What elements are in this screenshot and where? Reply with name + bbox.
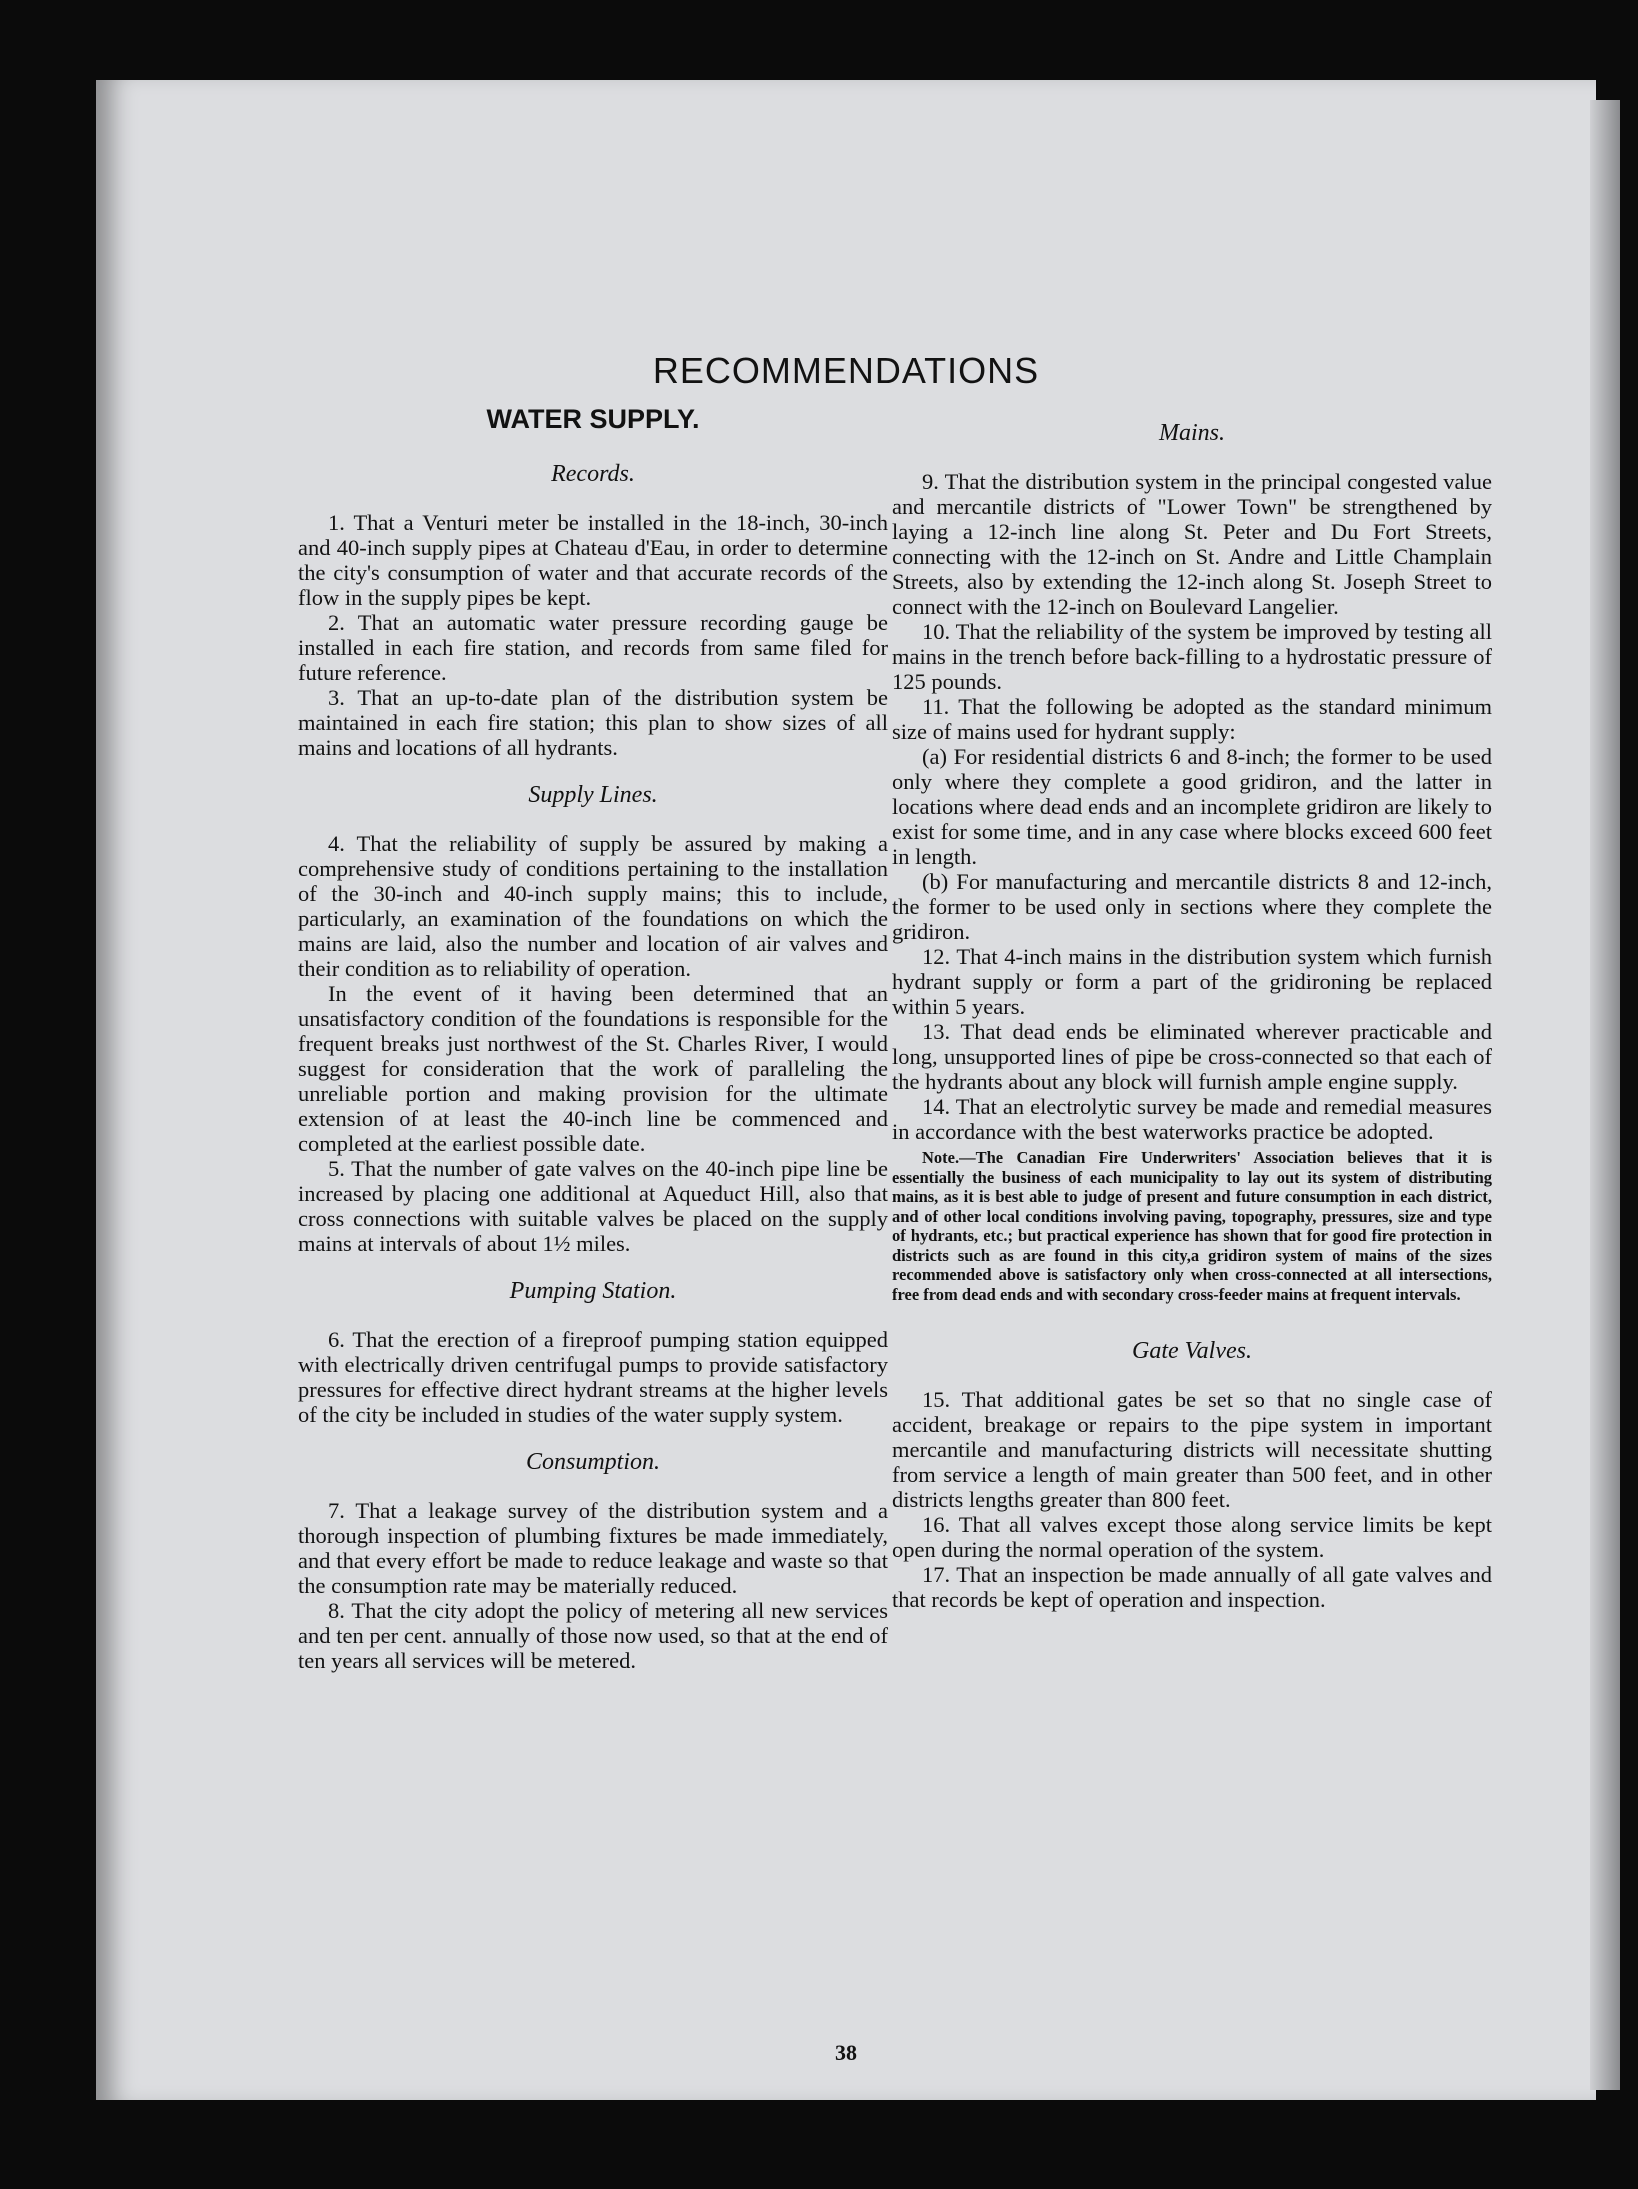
paragraph-14: 14. That an electrolytic survey be made and remedial measures in accordance with the best waterworks practice be adopted.	[892, 1094, 1492, 1144]
adjacent-page-edge	[1590, 100, 1620, 2090]
section-title-water-supply: WATER SUPPLY.	[486, 404, 700, 434]
paragraph-15: 15. That additional gates be set so that no single case of accident, breakage or repairs to the pipe system in important mercantile and manufacturing districts will necessitate shutting from service a length of main greater than 500 feet, and in other districts lengths greater than 800 feet.	[892, 1387, 1492, 1512]
note-label: Note.	[922, 1148, 960, 1167]
subsection-title-mains: Mains.	[1159, 420, 1225, 446]
paragraph-3: 3. That an up-to-date plan of the distribution system be maintained in each fire station; this plan to show sizes of all mains and locations of all hydrants.	[298, 685, 888, 760]
paragraph-17: 17. That an inspection be made annually of all gate valves and that records be kept of operation and inspection.	[892, 1562, 1492, 1612]
paragraph-1: 1. That a Venturi meter be installed in the 18-inch, 30-inch and 40-inch supply pipes at Chateau d'Eau, in order to determine the city's consumption of water and that accurate records of the flow in the supply pipes be kept.	[298, 510, 888, 610]
page-content	[96, 80, 1596, 2100]
paragraph-2: 2. That an automatic water pressure recording gauge be installed in each fire station, and records from same filed for future reference.	[298, 610, 888, 685]
paragraph-16: 16. That all valves except those along service limits be kept open during the normal operation of the system.	[892, 1512, 1492, 1562]
paragraph-4-continued: In the event of it having been determined that an unsatisfactory condition of the foundations is responsible for the frequent breaks just northwest of the St. Charles River, I would suggest for consideration that the work of paralleling the unreliable portion and making provision for the ultimate extension of at least the 40-inch line be commenced and completed at the earliest possible date.	[298, 981, 888, 1156]
paragraph-11b: (b) For manufacturing and mercantile districts 8 and 12-inch, the former to be used only in sections where they complete the gridiron.	[892, 869, 1492, 944]
paragraph-12: 12. That 4-inch mains in the distribution system which furnish hydrant supply or form a part of the gridironing be replaced within 5 years.	[892, 944, 1492, 1019]
paragraph-11a: (a) For residential districts 6 and 8-inch; the former to be used only where they complete a good gridiron, and the latter in locations where dead ends and an incomplete gridiron are likely to exist for some time, and in any case where blocks exceed 600 feet in length.	[892, 744, 1492, 869]
right-column	[892, 380, 1492, 1612]
paragraph-7: 7. That a leakage survey of the distribution system and a thorough inspection of plumbing fixtures be made immediately, and that every effort be made to reduce leakage and waste so that the consumption rate may be materially reduced.	[298, 1498, 888, 1598]
note-text: —The Canadian Fire Underwriters' Association believes that it is essentially the business of each municipality to lay out its system of distributing mains, as it is best able to judge of present and future consumption in each district, and of other local conditions involving paving, topography, pressures, size and type of hydrants, etc.; but practical experience has shown that for good fire protection in districts such as are found in this city,a gridiron system of mains of the sizes recommended above is satisfactory only when cross-connected at all intersections, free from dead ends and with secondary cross-feeder mains at frequent intervals.	[892, 1148, 1492, 1304]
paragraph-11: 11. That the following be adopted as the standard minimum size of mains used for hydrant supply:	[892, 694, 1492, 744]
book-page	[96, 80, 1596, 2100]
page-number: 38	[835, 2040, 857, 2065]
paragraph-10: 10. That the reliability of the system be improved by testing all mains in the trench before back-filling to a hydrostatic pressure of 125 pounds.	[892, 619, 1492, 694]
paragraph-4: 4. That the reliability of supply be assured by making a comprehensive study of conditions pertaining to the installation of the 30-inch and 40-inch supply mains; this to include, particularly, an examination of the foundations on which the mains are laid, also the number and location of air valves and their condition as to reliability of operation.	[298, 831, 888, 981]
subsection-title-records: Records.	[551, 461, 635, 487]
subsection-title-consumption: Consumption.	[525, 1449, 660, 1475]
paragraph-6: 6. That the erection of a fireproof pumping station equipped with electrically driven centrifugal pumps to provide satisfactory pressures for effective direct hydrant streams at the higher levels of the city be included in studies of the water supply system.	[298, 1327, 888, 1427]
note-paragraph	[892, 1148, 1492, 1304]
left-column	[298, 380, 888, 1673]
subsection-title-gate-valves: Gate Valves.	[1132, 1338, 1252, 1364]
subsection-title-pumping-station: Pumping Station.	[509, 1278, 677, 1304]
subsection-title-supply-lines: Supply Lines.	[528, 782, 658, 808]
page-title: RECOMMENDATIONS	[652, 350, 1040, 391]
paragraph-13: 13. That dead ends be eliminated wherever practicable and long, unsupported lines of pipe be cross-connected so that each of the hydrants about any block will furnish ample engine supply.	[892, 1019, 1492, 1094]
paragraph-8: 8. That the city adopt the policy of metering all new services and ten per cent. annually of those now used, so that at the end of ten years all services will be metered.	[298, 1598, 888, 1673]
paragraph-9: 9. That the distribution system in the principal congested value and mercantile districts of "Lower Town" be strengthened by laying a 12-inch line along St. Peter and Du Fort Streets, connecting with the 12-inch on St. Andre and Little Champlain Streets, also by extending the 12-inch along St. Joseph Street to connect with the 12-inch on Boulevard Langelier.	[892, 469, 1492, 619]
paragraph-5: 5. That the number of gate valves on the 40-inch pipe line be increased by placing one additional at Aqueduct Hill, also that cross connections with suitable valves be placed on the supply mains at intervals of about 1½ miles.	[298, 1156, 888, 1256]
